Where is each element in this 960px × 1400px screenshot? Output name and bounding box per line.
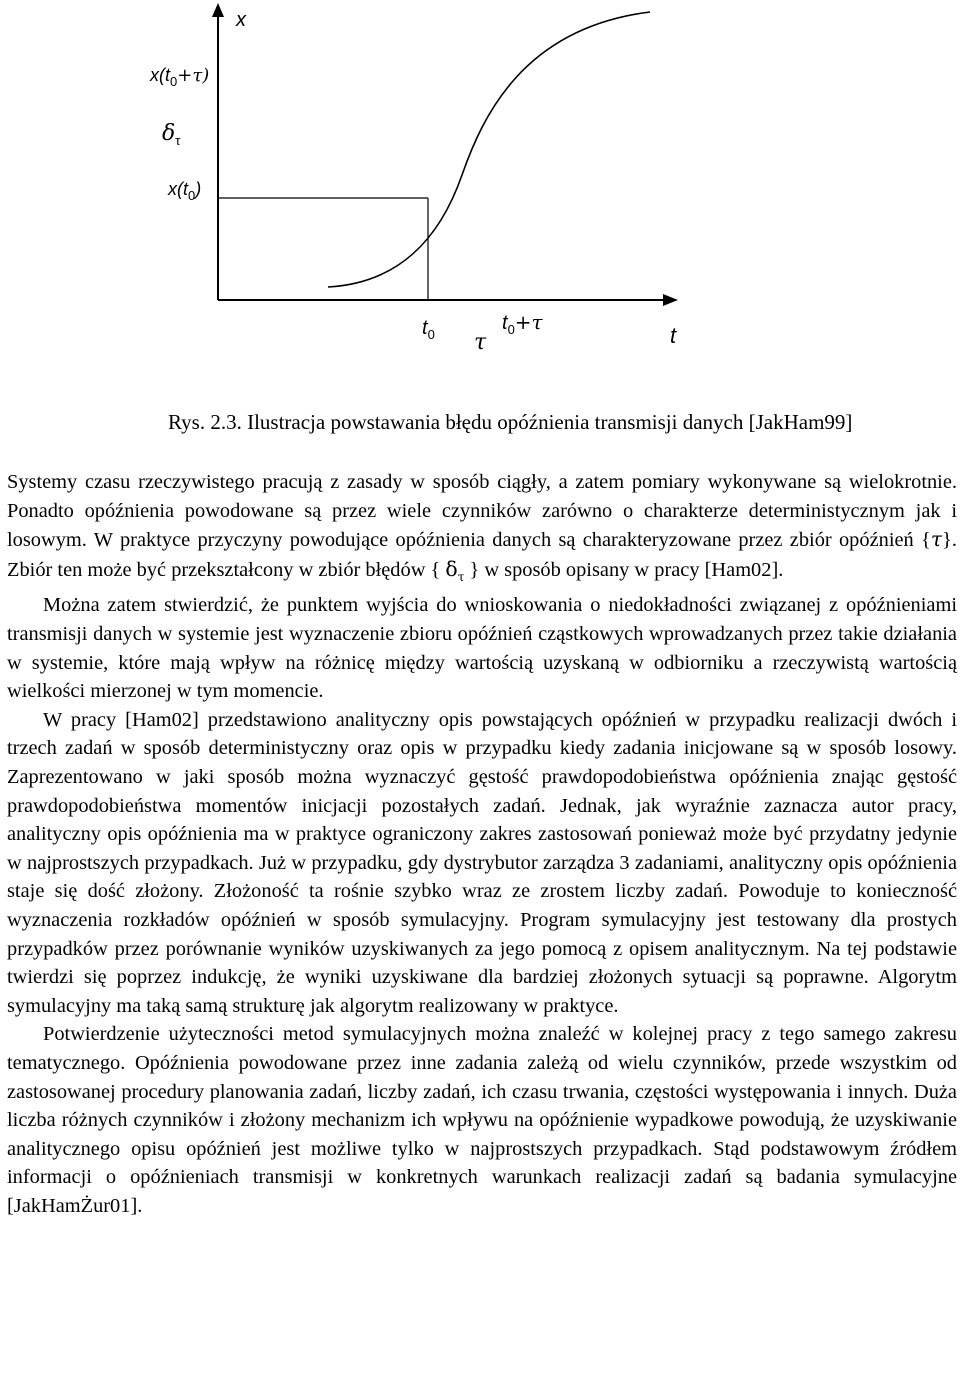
t0tau-tail: +τ <box>514 310 543 334</box>
signal-curve <box>328 12 650 287</box>
t0-base: t <box>422 317 428 339</box>
paragraph-2: Można zatem stwierdzić, że punktem wyjścia do wnioskowania o niedokładności związanej z opóźnieniami transmisji danych w systemie jest wyznaczenie zbioru opóźnień cząstkowych wprowadzanych przez takie działania w systemie, które mają wpływ na różnicę między wartością uzyskaną w odbiorniku a rzeczywistą wartością wielkości mierzonej w tym momencie. <box>7 594 957 703</box>
paragraph-3: W pracy [Ham02] przedstawiono analityczny opis powstających opóźnień w przypadku realizacji dwóch i trzech zadań w sposób deterministyczny oraz opis w przypadku kiedy zadania inicjowane są w sposób losowy. Zaprezentowano w jaki sposób można wyznaczyć gęstość prawdopodobieństwa opóźnienia znając gęstość prawdopodobieństwa momentów inicjacji pozostałych zadań. Jednak, jak wyraźnie zaznacza autor pracy, analityczny opis opóźnienia ma w praktyce ograniczony zakres zastosowań ponieważ może być przydatny jedynie w najprostszych przypadkach. Już w przypadku, gdy dystrybutor zarządza 3 zadaniami, analityczny opis opóźnienia staje się dość złożony. Złożoność ta rośnie szybko wraz ze zrostem liczby zadań. Powoduje to konieczność wyznaczenia rozkładów opóźnień w sposób symulacyjny. Program symulacyjny jest testowany dla prostych przypadków przez porównanie wyników uzyskiwanych za jego pomocą z opisem analitycznym. Na tej podstawie twierdzi się poprzez indukcję, że wyniki uzyskiwane dla bardziej złożonych sytuacji są poprawne. Algorytm symulacyjny ma taką samą strukturę jak algorytm realizowany w praktyce. <box>7 708 957 1017</box>
delta-inline-subscript: τ <box>457 569 465 584</box>
delta-symbol: δ <box>162 121 176 146</box>
paragraph-4: Potwierdzenie użyteczności metod symulacyjnych można znaleźć w kolejnej pracy z tego samego zakresu tematycznego. Opóźnienia powodowane przez inne zadania zależą od wielu czynników, przede wszystkim od zastosowanej procedury planowania zadań, liczby zadań, ich czasu trwania, częstości występowania i innych. Duża liczba różnych czynników i złożony mechanizm ich wpływu na opóźnienie wypadkowe powodują, że uzyskiwanie analitycznego opisu opóźnień jest możliwe tylko w najprostszych przypadkach. Stąd podstawowym źródłem informacji o opóźnieniach transmisji w konkretnych warunkach realizacji zadań są badania symulacyjne [JakHamŻur01]. <box>7 1023 957 1217</box>
figure-caption: Rys. 2.3. Ilustracja powstawania błędu opóźnienia transmisji danych [JakHam99] <box>168 410 853 434</box>
t0tau-sub: 0 <box>507 322 515 337</box>
delta-inline-symbol: δ <box>445 556 458 581</box>
paragraph-1-part-a: Systemy czasu rzeczywistego pracują z zasady w sposób ciągły, a zatem pomiary wykonywane są wielokrotnie. Ponadto opóźnienia powodowane są przez wiele czynników zarówno o charakterze deterministycznym jak i losowym. W praktyce przyczyny powodujące opóźnienia danych są charakteryzowane przez zbiór opóźnień { <box>7 471 957 552</box>
t0-sub: 0 <box>427 327 435 342</box>
y-axis-label: x <box>236 9 246 31</box>
delay-error-figure <box>0 0 960 390</box>
paragraph-1 <box>7 468 957 591</box>
body-text <box>7 468 957 1221</box>
tau-label: τ <box>474 330 487 355</box>
x-axis-label: t <box>670 323 677 348</box>
bottom-marker-tail: ) <box>195 179 202 199</box>
t0-plus-tau-label <box>502 310 543 337</box>
t0-label <box>422 317 435 342</box>
delta-tau-inline <box>445 556 465 584</box>
bottom-marker-sub: 0 <box>188 188 196 203</box>
delta-tau-label <box>162 121 181 148</box>
paragraph-1-part-c: } w sposób opisany w pracy [Ham02]. <box>464 558 784 581</box>
top-marker-sub: 0 <box>170 74 178 89</box>
top-marker-tail: +τ) <box>177 65 210 86</box>
delta-subscript: τ <box>175 133 181 148</box>
top-marker-base: x(t <box>150 65 170 85</box>
x-axis-arrowhead <box>663 294 678 306</box>
top-marker-label <box>150 65 210 89</box>
tau-symbol: τ <box>930 527 943 552</box>
t0tau-base: t <box>502 312 508 334</box>
paragraph-1-part-b: }. Zbiór ten może być przekształcony w zbiór błędów { <box>7 529 957 581</box>
bottom-marker-base: x(t <box>168 179 188 199</box>
bottom-marker-label <box>168 179 202 203</box>
y-axis-arrowhead <box>212 3 224 17</box>
